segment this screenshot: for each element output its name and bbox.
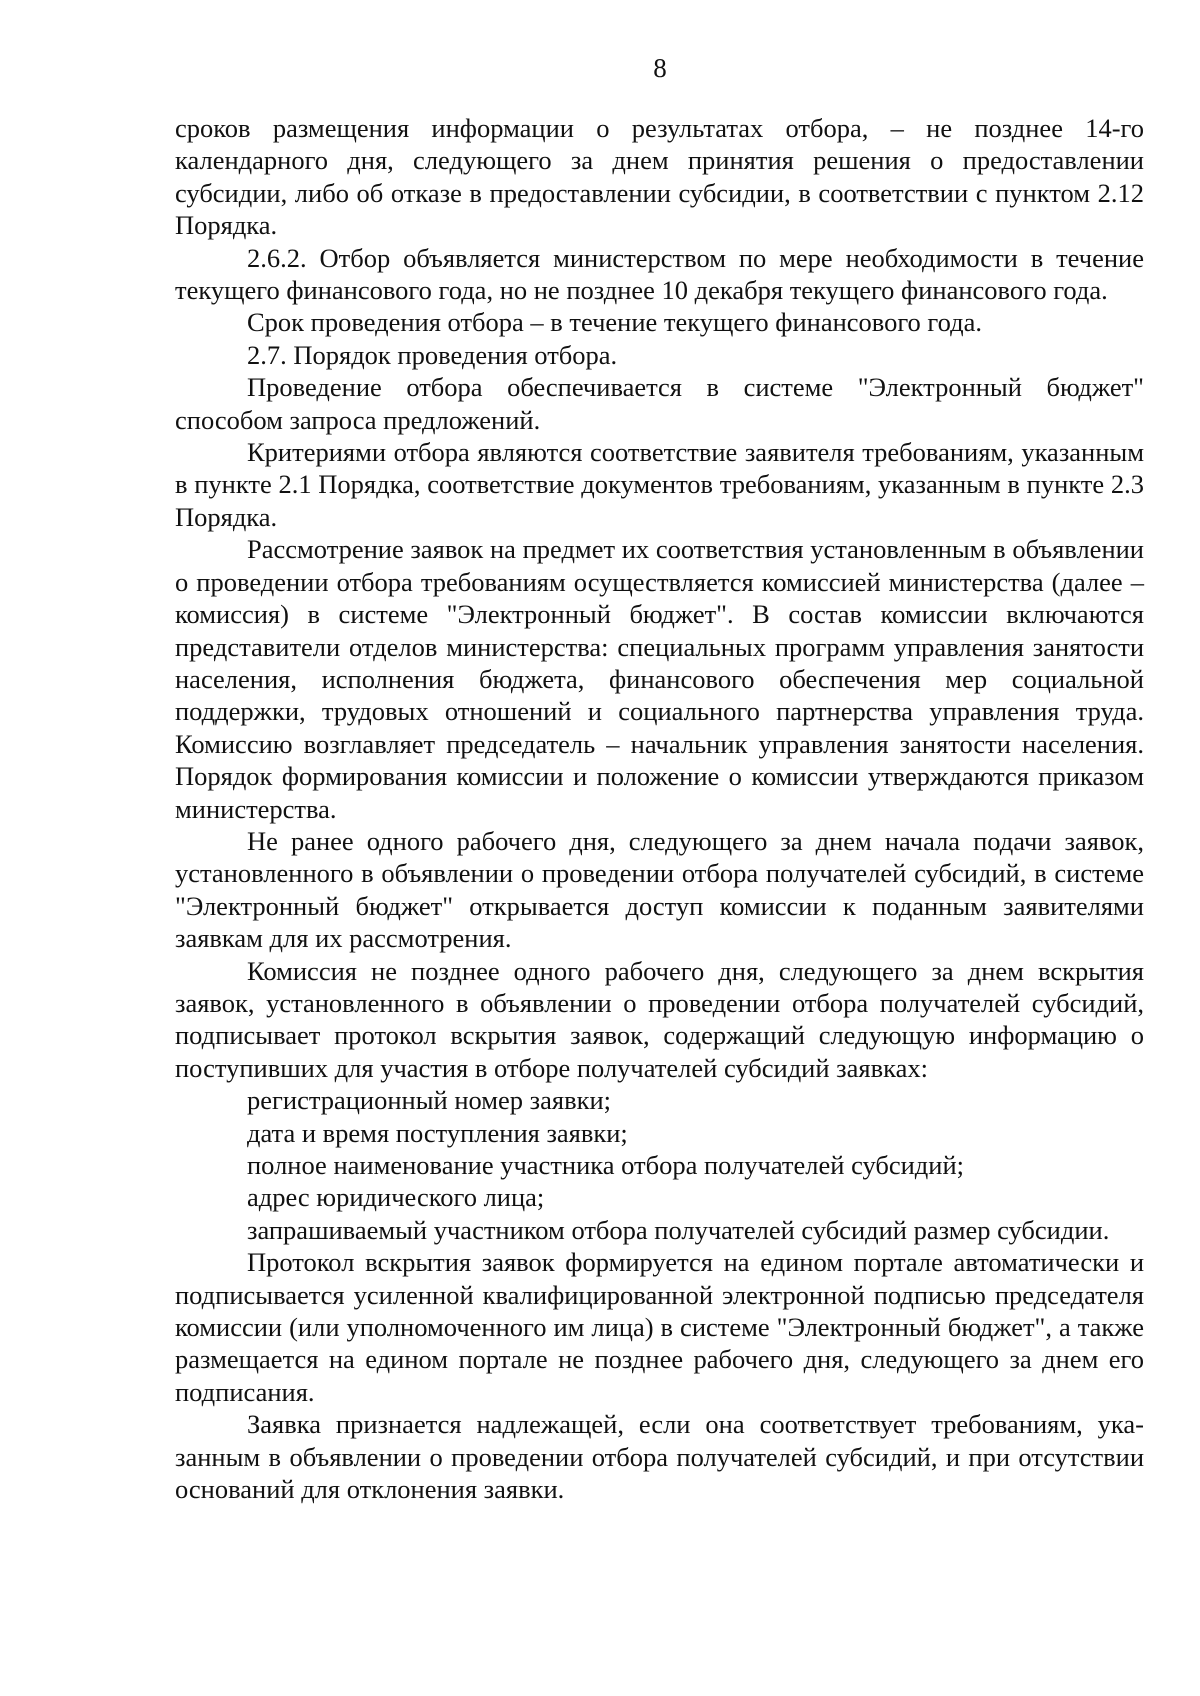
paragraph-2-6-2: 2.6.2. Отбор объявляется министерством по мере необходимости в течение текущего финансового года, но не позднее 10 декабря текущего финансового года. (175, 242, 1144, 306)
list-item-participant-name: полное наименование участника отбора получателей субсидий; (247, 1150, 965, 1180)
list-item-registration-number: регистрационный номер заявки; (247, 1085, 612, 1116)
paragraph-proper-application: Заявка признается надлежащей, если она соответствует требованиям, указанным в объявлении о проведении отбора получателей субсидий, и при отсутствии оснований для отклонения заявки. (175, 1409, 1144, 1505)
page-number: 8 (653, 53, 667, 83)
paragraph-selection-term: Срок проведения отбора – в течение текущего финансового года. (247, 307, 982, 338)
list-item-date-time: дата и время поступления заявки; (247, 1117, 628, 1148)
paragraph-electronic-budget: Проведение отбора обеспечивается в системе "Электронный бюджет" способом запроса предложений. (175, 372, 1144, 435)
paragraph-commission: Рассмотрение заявок на предмет их соответствия установленным в объявлении о проведении отбора требованиям осуществляется комиссией министерства (далее – комиссия) в системе "Электронный бюджет". В состав комиссии включаются представители отделов министерства: специальных программ управления занятости населения, исполнения бюджета, финансового обеспечения мер социальной поддержки, трудовых отношений и социального партнерства управления труда. Комиссию возглавляет председатель – начальник управления занятости населения. Порядок формирования комиссии и положение о комиссии утверждаются приказом министерства. (175, 534, 1144, 824)
section-heading-2-7: 2.7. Порядок проведения отбора. (247, 339, 618, 370)
paragraph-access: Не ранее одного рабочего дня, следующего за днем начала подачи заявок, установленного в объявлении о проведении отбора получателей субсидий, в системе "Электронный бюджет" открывается доступ комиссии к поданным заявителями заявкам для их рассмотрения. (175, 825, 1144, 954)
list-item-subsidy-amount: запрашиваемый участником отбора получателей субсидий размер субсидии. (247, 1214, 1110, 1245)
paragraph-protocol-signing: Протокол вскрытия заявок формируется на едином портале автоматически и подписывается усиленной квалифицированной электронной подписью председателя комиссии (или уполномоченного им лица) в системе "Электронный бюджет", а также размещается на едином портале не позднее рабочего дня, следующего за днем его подписания. (175, 1247, 1144, 1407)
paragraph-continuation: сроков размещения информации о результатах отбора, – не позднее 14-го календарного дня, следующего за днем принятия решения о предоставлении субсидии, либо об отказе в предоставлении субсидии, в соответствии с пунктом 2.12 Порядка. (175, 113, 1144, 241)
paragraph-protocol-contents: Комиссия не позднее одного рабочего дня, следующего за днем вскрытия заявок, установленного в объявлении о проведении отбора получателей субсидий, подписывает протокол вскрытия заявок, содержащий следующую информацию о поступивших для участия в отборе получателей субсидий заявках: (175, 955, 1144, 1083)
document-body (175, 112, 1144, 1505)
list-item-legal-address: адрес юридического лица; (247, 1182, 545, 1213)
paragraph-selection-criteria: Критериями отбора являются соответствие заявителя требованиям, указанным в пункте 2.1 Порядка, соответствие документов требованиям, указанным в пункте 2.3 Порядка. (175, 437, 1144, 532)
